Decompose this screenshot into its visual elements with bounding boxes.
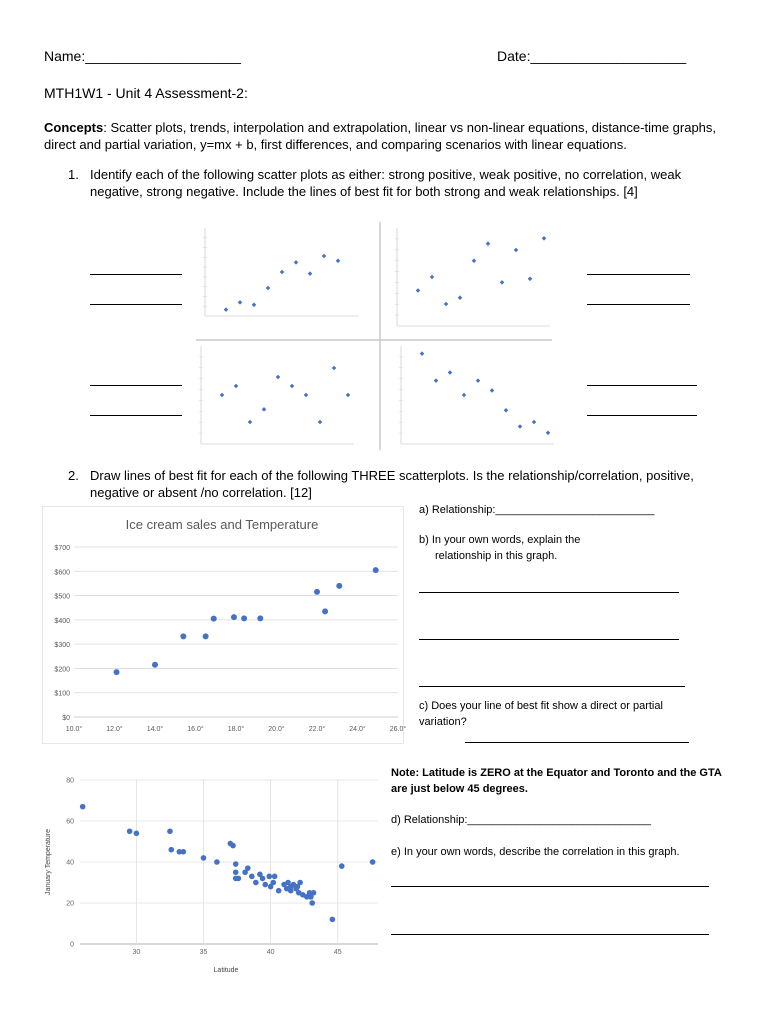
data-point [322,254,327,259]
scatter-plot-b [395,228,550,326]
x-axis-label: Latitude [213,967,239,974]
x-tick-label: 18.0° [227,726,245,733]
data-point [346,393,351,398]
data-point [458,295,463,300]
y-tick-label: 40 [66,859,74,867]
data-point [462,393,467,398]
concepts-text: : Scatter plots, trends, interpolation and extrapolation, linear vs non-linear equations, distance-time graphs, direct and partial variation, y=mx + b, first differences, and comparing scenarios with linear equations. [44,120,717,152]
x-tick-label: 26.0° [389,726,407,733]
data-point [266,286,271,291]
q1-scatter-grid [196,222,552,450]
data-point [318,420,323,425]
answer-line-e1[interactable] [391,886,709,887]
data-point [528,277,533,282]
data-point [294,260,299,265]
x-tick-label: 45 [333,949,342,956]
data-point [448,370,453,375]
data-point [180,633,186,639]
concepts-paragraph [44,119,724,153]
y-tick-label: $100 [54,690,70,698]
answer-blank-c1[interactable] [90,385,182,386]
data-point [152,662,158,668]
answer-blank-b1[interactable] [587,274,690,275]
data-point [297,880,303,886]
y-tick-label: 20 [66,900,74,908]
name-field-label[interactable]: Name:____________________ [44,48,241,64]
x-tick-label: 24.0° [349,726,366,733]
x-tick-label: 30 [132,949,141,956]
answer-line-c[interactable] [465,742,689,743]
q2-number: 2. [68,468,79,483]
data-point [270,880,276,886]
data-point [266,874,272,880]
data-point [233,869,239,875]
ice-cream-chart [42,506,407,744]
scatter-plot-c [199,346,354,444]
y-tick-label: $200 [54,666,70,674]
answer-blank-b2[interactable] [587,304,690,305]
answer-line-b3[interactable] [419,686,685,687]
y-tick-label: $0 [62,715,70,722]
data-point [272,874,278,880]
data-point [504,408,509,413]
data-point [314,589,320,595]
data-point [444,302,449,307]
data-point [167,828,173,834]
data-point [262,882,268,888]
data-point [309,900,315,906]
data-point [80,804,86,810]
q2d-relationship[interactable]: d) Relationship:______________________________ [391,814,651,826]
data-point [262,407,267,412]
data-point [336,259,341,264]
y-tick-label: $500 [54,593,70,601]
data-point [134,831,140,837]
data-point [245,865,251,871]
answer-blank-a2[interactable] [90,304,182,305]
q2b-line2: relationship in this graph. [435,550,558,562]
x-tick-label: 16.0° [187,726,204,733]
data-point [234,384,239,389]
data-point [230,843,236,849]
data-point [248,420,253,425]
data-point [260,876,266,882]
data-point [339,863,345,869]
answer-blank-d2[interactable] [587,415,697,416]
y-tick-label: 80 [66,777,74,785]
q1-number: 1. [68,167,79,182]
date-field-label[interactable]: Date:____________________ [497,48,687,64]
answer-line-e2[interactable] [391,934,709,935]
chart-frame [43,507,404,744]
data-point [236,876,242,882]
data-point [114,669,120,675]
data-point [546,431,551,436]
x-tick-label: 14.0° [146,726,164,733]
data-point [280,270,285,275]
answer-line-b2[interactable] [419,639,679,640]
data-point [532,420,537,425]
data-point [490,388,495,393]
data-point [370,859,376,865]
data-point [518,424,523,429]
data-point [168,847,174,853]
x-tick-label: 12.0° [106,726,123,733]
data-point [276,375,281,380]
answer-line-b1[interactable] [419,592,679,593]
q2-text: Draw lines of best fit for each of the following THREE scatterplots. Is the relationship/correlation, positive, negative or absent /no correlation. [12] [90,468,694,500]
data-point [276,888,282,894]
data-point [472,259,477,264]
data-point [224,307,229,312]
data-point [311,890,317,896]
answer-blank-d1[interactable] [587,385,697,386]
scatter-plot-a [203,228,358,316]
x-tick-label: 40 [266,949,275,956]
data-point [181,849,187,855]
data-point [420,351,425,356]
data-point [257,615,263,621]
data-point [127,828,133,834]
data-point [416,288,421,293]
data-point [238,300,243,305]
y-tick-label: $300 [54,642,70,650]
x-tick-label: 22.0° [308,726,326,733]
page-title: MTH1W1 - Unit 4 Assessment-2: [44,85,248,101]
data-point [476,378,481,383]
concepts-label: Concepts [44,120,104,135]
latitude-note: Note: Latitude is ZERO at the Equator and Toronto and the GTA are just below 45 degrees. [391,767,722,795]
data-point [203,633,209,639]
y-axis-label: January Temperature [45,828,52,896]
answer-blank-a1[interactable] [90,274,182,275]
y-tick-label: $400 [54,617,70,625]
x-tick-label: 20.0° [268,726,285,733]
data-point [288,888,294,894]
y-tick-label: 60 [66,818,74,826]
q2b-line1: b) In your own words, explain the [419,534,581,546]
data-point [308,271,313,276]
data-point [486,241,491,246]
x-tick-label: 10.0° [65,726,83,733]
data-point [542,236,547,241]
data-point [252,303,257,308]
data-point [214,859,220,865]
data-point [330,917,336,923]
y-tick-label: 0 [70,941,74,949]
data-point [373,567,379,573]
data-point [322,608,328,614]
data-point [434,378,439,383]
data-point [233,861,239,867]
q2a-relationship[interactable]: a) Relationship:__________________________ [419,504,655,516]
chart-title: Ice cream sales and Temperature [125,517,319,532]
data-point [304,393,309,398]
scatter-plot-d [399,346,554,444]
data-point [201,855,207,861]
q2c-question: c) Does your line of best fit show a direct or partial variation? [419,700,663,728]
data-point [249,874,255,880]
data-point [500,280,505,285]
data-point [430,275,435,280]
latitude-chart [36,768,386,978]
data-point [332,366,337,371]
data-point [241,615,247,621]
q2e-question: e) In your own words, describe the correlation in this graph. [391,846,680,858]
data-point [253,880,259,886]
answer-blank-c2[interactable] [90,415,182,416]
data-point [336,583,342,589]
data-point [290,384,295,389]
q1-text: Identify each of the following scatter plots as either: strong positive, weak positive, no correlation, weak negative, strong negative. Include the lines of best fit for both strong and weak relationships. [4] [90,167,682,199]
data-point [211,616,217,622]
y-tick-label: $600 [54,569,70,577]
data-point [514,248,519,253]
x-tick-label: 35 [199,949,208,956]
y-tick-label: $700 [54,545,70,552]
data-point [220,393,225,398]
data-point [231,614,237,620]
